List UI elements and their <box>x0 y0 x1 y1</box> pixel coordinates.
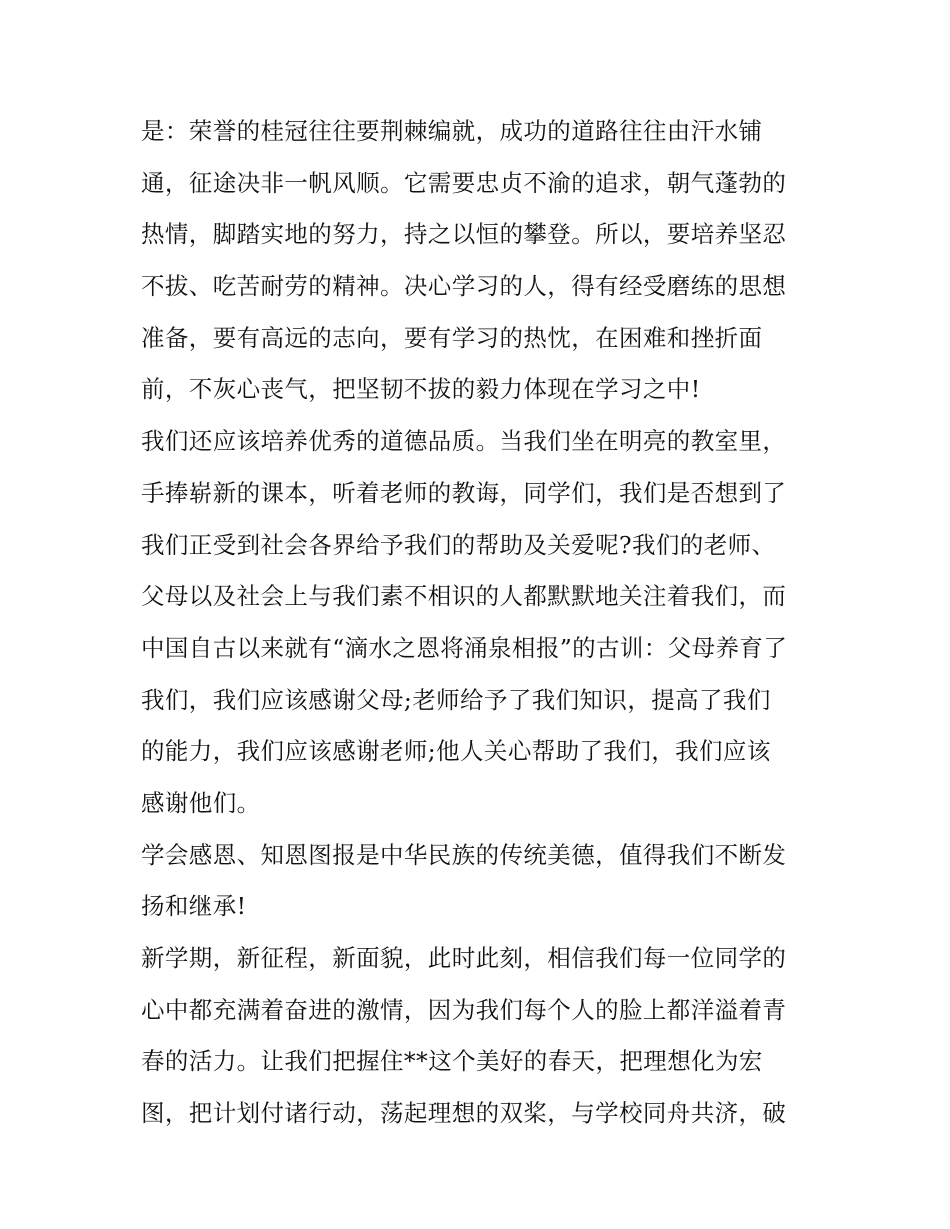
text-line: 扬和继承! <box>141 892 247 921</box>
text-line: 手捧崭新的课本，听着老师的教诲，同学们，我们是否想到了 <box>141 478 787 507</box>
text-line: 的能力，我们应该感谢老师;他人关心帮助了我们，我们应该 <box>141 737 771 766</box>
text-line: 图，把计划付诸行动，荡起理想的双桨，与学校同舟共济，破 <box>141 1099 787 1128</box>
text-line: 学会感恩、知恩图报是中华民族的传统美德，值得我们不断发 <box>141 840 787 869</box>
text-line: 是：荣誉的桂冠往往要荆棘编就，成功的道路往往由汗水铺 <box>141 117 763 145</box>
text-line: 中国自古以来就有“滴水之恩将涌泉相报”的古训：父母养育了 <box>141 633 788 662</box>
text-line: 我们正受到社会各界给予我们的帮助及关爱呢?我们的老师、 <box>141 530 776 559</box>
text-line: 父母以及社会上与我们素不相识的人都默默地关注着我们，而 <box>141 582 787 611</box>
text-line: 春的活力。让我们把握住**这个美好的春天，把理想化为宏 <box>141 1047 763 1076</box>
text-line: 心中都充满着奋进的激情，因为我们每个人的脸上都洋溢着青 <box>141 995 787 1024</box>
text-line: 前，不灰心丧气，把坚韧不拔的毅力体现在学习之中! <box>141 375 701 404</box>
text-line: 感谢他们。 <box>141 788 261 817</box>
text-line: 准备，要有高远的志向，要有学习的热忱，在困难和挫折面 <box>141 323 763 352</box>
text-line: 我们还应该培养优秀的道德品质。当我们坐在明亮的教室里， <box>141 427 787 456</box>
text-line: 不拔、吃苦耐劳的精神。决心学习的人，得有经受磨练的思想 <box>141 272 787 301</box>
document-body <box>141 106 813 1140</box>
text-line: 我们，我们应该感谢父母;老师给予了我们知识，提高了我们 <box>141 685 771 714</box>
text-line: 热情，脚踏实地的努力，持之以恒的攀登。所以，要培养坚忍 <box>141 220 787 249</box>
text-line: 通，征途决非一帆风顺。它需要忠贞不渝的追求，朝气蓬勃的 <box>141 168 787 197</box>
text-line: 新学期，新征程，新面貌，此时此刻，相信我们每一位同学的 <box>141 944 787 972</box>
